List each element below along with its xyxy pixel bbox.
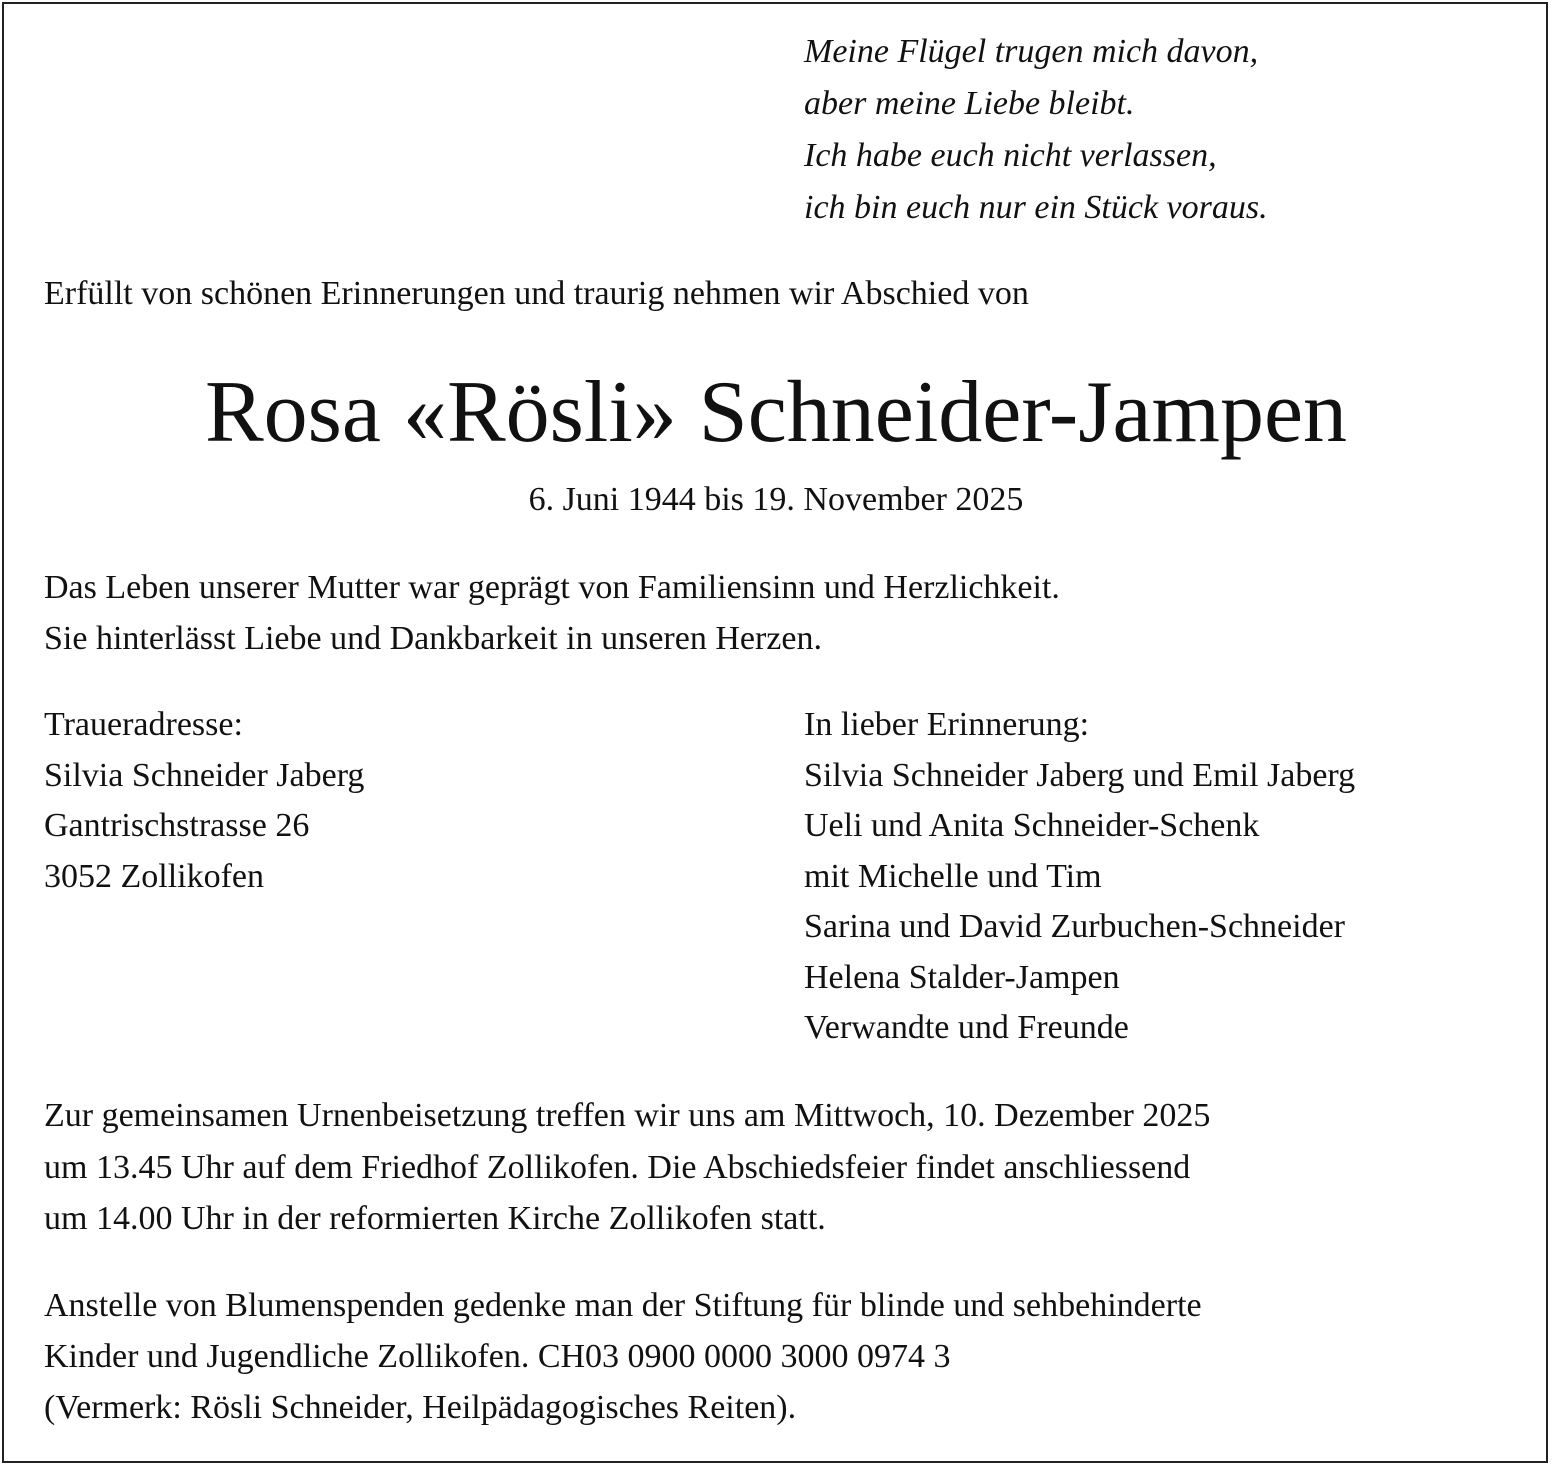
mourner-line: mit Michelle und Tim — [804, 857, 1102, 895]
mourners-heading: In lieber Erinnerung: — [804, 706, 1090, 743]
poem-line: ich bin euch nur ein Stück voraus. — [804, 189, 1268, 226]
ceremony-line: Zur gemeinsamen Urnenbeisetzung treffen wir uns am Mittwoch, 10. Dezember 2025 — [44, 1097, 1211, 1134]
donation-line: Anstelle von Blumenspenden gedenke man der Stiftung für blinde und sehbehinderte — [44, 1287, 1202, 1324]
mourning-address — [44, 700, 364, 902]
address-line: 3052 Zollikofen — [44, 857, 265, 895]
donation-line: (Vermerk: Rösli Schneider, Heilpädagogisches Reiten). — [44, 1389, 797, 1426]
address-heading: Traueradresse: — [44, 706, 243, 743]
intro-text: Erfüllt von schönen Erinnerungen und traurig nehmen wir Abschied von — [44, 275, 1029, 312]
mourner-line: Verwandte und Freunde — [804, 1009, 1129, 1046]
donation-info — [44, 1280, 1202, 1433]
poem — [804, 26, 1268, 234]
poem-line: Ich habe euch nicht verlassen, — [804, 137, 1217, 174]
mourner-line: Ueli und Anita Schneider-Schenk — [804, 807, 1260, 844]
life-dates: 6. Juni 1944 bis 19. November 2025 — [528, 481, 1024, 518]
address-line: Gantrischstrasse 26 — [44, 807, 310, 844]
mourners-list — [804, 700, 1355, 1054]
address-line: Silvia Schneider Jaberg — [44, 756, 365, 794]
deceased-name: Rosa «Rösli» Schneider-Jampen — [204, 364, 1348, 461]
mourner-line: Sarina und David Zurbuchen-Schneider — [804, 908, 1345, 945]
poem-line: aber meine Liebe bleibt. — [804, 85, 1135, 122]
tribute-text — [44, 562, 1060, 664]
ceremony-line: um 14.00 Uhr in der reformierten Kirche Zollikofen statt. — [44, 1200, 826, 1237]
poem-line: Meine Flügel trugen mich davon, — [804, 33, 1259, 70]
mourner-line: Silvia Schneider Jaberg und Emil Jaberg — [804, 756, 1356, 794]
ceremony-line: um 13.45 Uhr auf dem Friedhof Zollikofen. Die Abschiedsfeier findet anschliessend — [44, 1148, 1191, 1186]
ceremony-info — [44, 1090, 1210, 1245]
mourner-line: Helena Stalder-Jampen — [804, 958, 1120, 996]
tribute-line: Das Leben unserer Mutter war geprägt von Familiensinn und Herzlichkeit. — [44, 569, 1060, 606]
donation-line: Kinder und Jugendliche Zollikofen. CH03 0900 0000 3000 0974 3 — [44, 1338, 951, 1375]
tribute-line: Sie hinterlässt Liebe und Dankbarkeit in unseren Herzen. — [44, 620, 822, 657]
